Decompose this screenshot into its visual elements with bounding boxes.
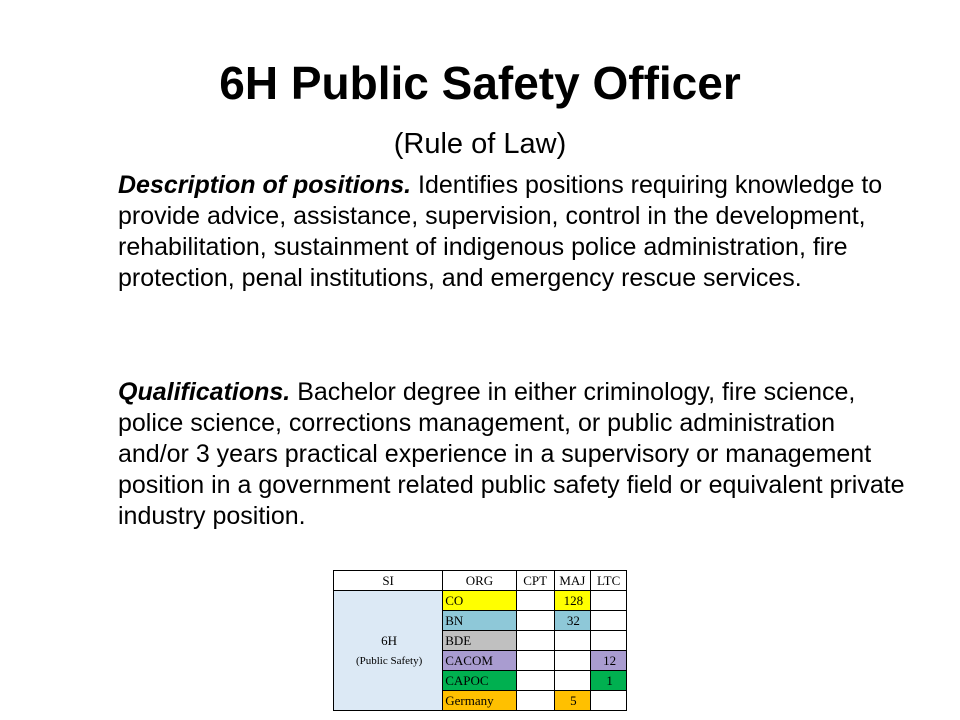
si-cell bbox=[334, 591, 443, 711]
header-maj: MAJ bbox=[554, 571, 591, 591]
org-cell: CACOM bbox=[443, 651, 517, 671]
si-label: (Public Safety) bbox=[355, 654, 423, 667]
header-ltc: LTC bbox=[591, 571, 627, 591]
table-row bbox=[334, 591, 627, 611]
si-code: 6H bbox=[381, 632, 398, 648]
header-si: SI bbox=[334, 571, 443, 591]
ltc-cell bbox=[591, 631, 627, 651]
qualifications-text: Bachelor degree in either criminology, fire science, police science, corrections management, or public administration and/or 3 years practical experience in a supervisory or management position in a government related public safety field or equivalent private industry position. bbox=[118, 378, 905, 530]
maj-cell bbox=[554, 651, 591, 671]
header-cpt: CPT bbox=[516, 571, 554, 591]
allocation-table bbox=[333, 570, 627, 711]
cpt-cell bbox=[516, 691, 554, 711]
cpt-cell bbox=[516, 631, 554, 651]
ltc-cell bbox=[591, 591, 627, 611]
cpt-cell bbox=[516, 611, 554, 631]
cpt-cell bbox=[516, 651, 554, 671]
description-paragraph bbox=[118, 170, 908, 294]
qualifications-paragraph bbox=[118, 377, 908, 532]
org-cell: CO bbox=[443, 591, 517, 611]
description-heading: Description of positions. bbox=[118, 171, 412, 199]
ltc-cell: 1 bbox=[591, 671, 627, 691]
ltc-cell: 12 bbox=[591, 651, 627, 671]
maj-cell bbox=[554, 671, 591, 691]
slide-subtitle: (Rule of Law) bbox=[393, 128, 567, 160]
maj-cell: 32 bbox=[554, 611, 591, 631]
ltc-cell bbox=[591, 691, 627, 711]
slide-title: 6H Public Safety Officer bbox=[219, 57, 741, 109]
qualifications-heading: Qualifications. bbox=[118, 378, 291, 406]
org-cell: CAPOC bbox=[443, 671, 517, 691]
header-org: ORG bbox=[443, 571, 517, 591]
org-cell: Germany bbox=[443, 691, 517, 711]
ltc-cell bbox=[591, 611, 627, 631]
cpt-cell bbox=[516, 591, 554, 611]
description-text: Identifies positions requiring knowledge to provide advice, assistance, supervision, control in the development, rehabilitation, sustainment of indigenous police administration, fire protection, penal institutions, and emergency rescue services. bbox=[118, 171, 883, 292]
org-cell: BN bbox=[443, 611, 517, 631]
maj-cell: 128 bbox=[554, 591, 591, 611]
table-header-row bbox=[334, 571, 627, 591]
cpt-cell bbox=[516, 671, 554, 691]
maj-cell: 5 bbox=[554, 691, 591, 711]
maj-cell bbox=[554, 631, 591, 651]
org-cell: BDE bbox=[443, 631, 517, 651]
